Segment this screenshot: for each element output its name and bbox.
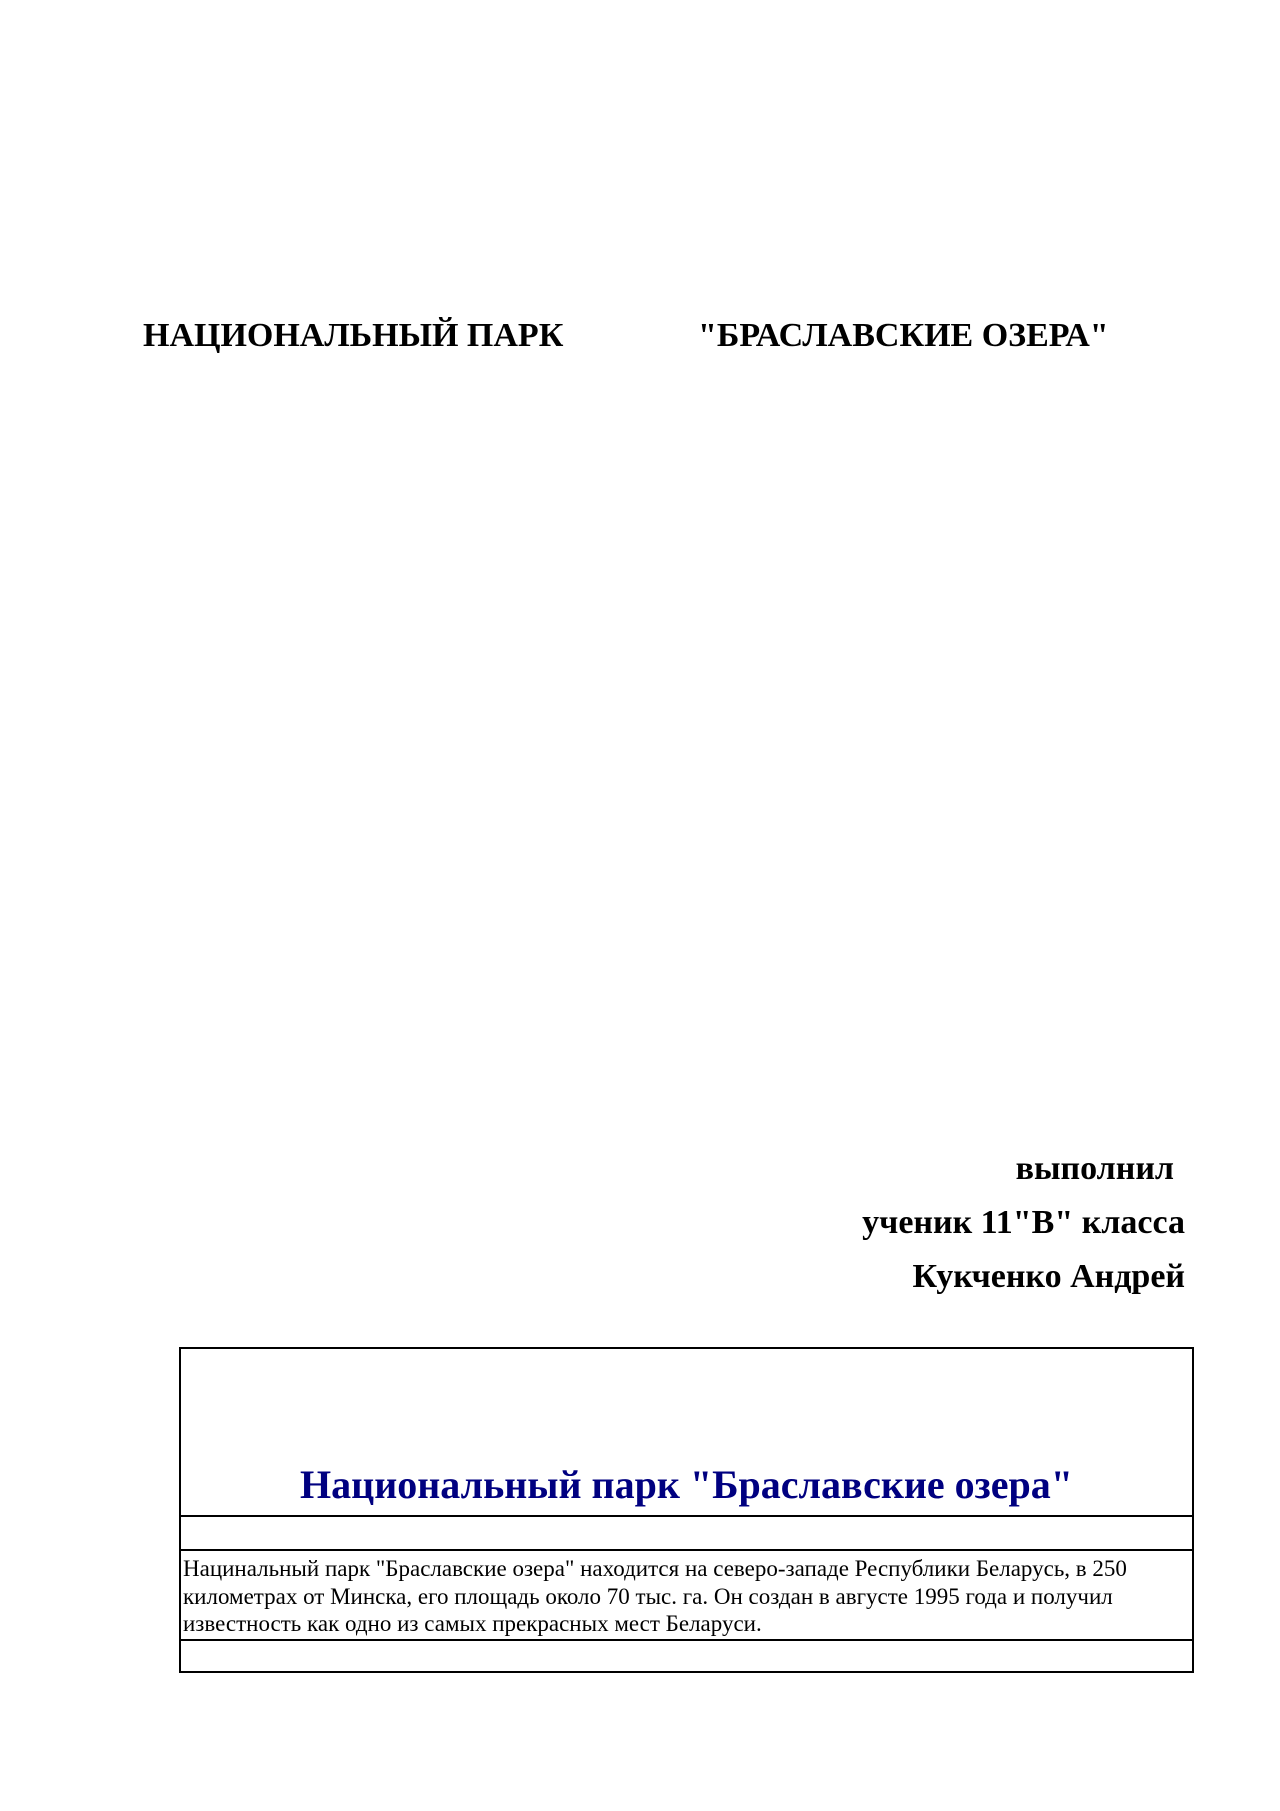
summary-empty-row bbox=[181, 1517, 1192, 1551]
title-park-label: НАЦИОНАЛЬНЫЙ ПАРК bbox=[143, 317, 564, 354]
author-performed-by: выполнил bbox=[1015, 1150, 1174, 1187]
summary-body-row bbox=[181, 1551, 1192, 1641]
document-title bbox=[0, 313, 1280, 359]
summary-empty-row bbox=[181, 1641, 1192, 1671]
title-park-name: "БРАСЛАВСКИЕ ОЗЕРА" bbox=[698, 317, 1109, 354]
summary-heading: Национальный парк "Браславские озера" bbox=[300, 1462, 1073, 1507]
summary-table bbox=[179, 1347, 1194, 1673]
author-block bbox=[585, 1142, 1185, 1304]
author-name: Кукченко Андрей bbox=[912, 1258, 1185, 1295]
summary-body-text: Нацинальный парк "Браславские озера" находится на северо-западе Республики Беларусь, в 250 километрах от Минска, его площадь около 70 тыс. га. Он создан в августе 1995 года и получил известность как одно из самых прекрасных мест Беларуси. bbox=[183, 1556, 1127, 1636]
author-grade: ученик 11"В" класса bbox=[862, 1204, 1185, 1241]
summary-heading-row bbox=[181, 1349, 1192, 1517]
